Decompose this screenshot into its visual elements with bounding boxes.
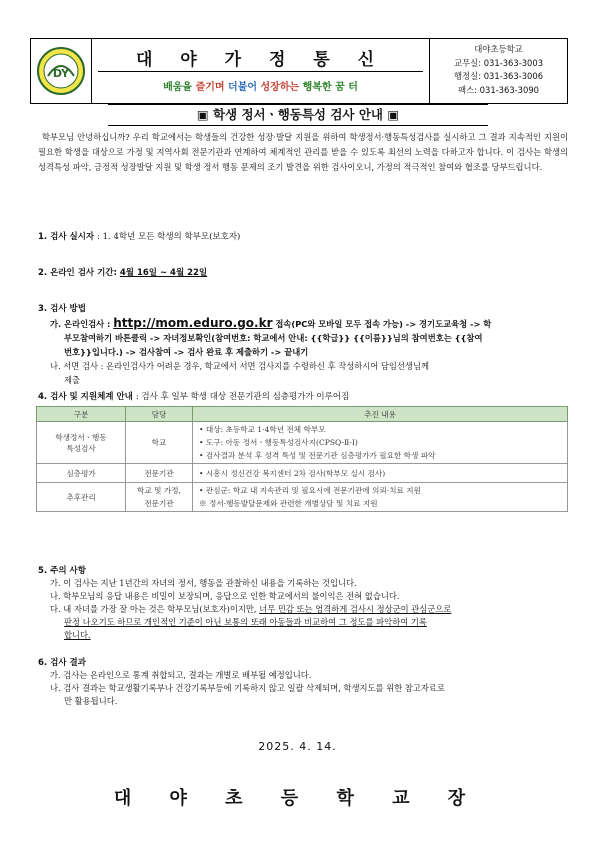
- caution-emphasis: 너무 민감 또는 엄격하게 검사시 정상군이 관심군으로: [259, 604, 452, 614]
- admin-phone: 행정실: 031-363-3006: [453, 71, 544, 81]
- table-header: 담당: [126, 407, 193, 422]
- caution-emphasis: 합니다.: [64, 630, 91, 640]
- slogan-part: 더불어: [228, 82, 261, 93]
- cell-line: 학교 및 가정,: [137, 486, 181, 495]
- fax-number: 팩스: 031-363-3090: [458, 84, 539, 95]
- online-label: 가. 온라인검사 :: [50, 319, 114, 329]
- cell-line: ※ 정서·행동발달문제와 관련한 개별상담 및 치료 지원: [199, 499, 378, 508]
- slogan-part: 행복한 꿈 터: [302, 82, 358, 93]
- result-item: 나. 검사 결과는 학교생활기록부나 건강기록부등에 기록하지 않고 일괄 삭제되며, 학생지도를 위한 참고자료로: [50, 683, 445, 693]
- method-online: [50, 316, 570, 387]
- support-table: [36, 406, 568, 512]
- caution-item: 가. 이 검사는 지난 1년간의 자녀의 정서, 행동을 관찰하신 내용을 기록하는 것입니다.: [50, 578, 357, 588]
- result-list: [50, 669, 570, 708]
- paper-method: 나. 서면 검사 : 온라인검사가 어려운 경우, 학교에서 서면 검사지를 수령하신 후 작성하시어 담임선생님께: [50, 361, 429, 371]
- section-4-text: : 검사 후 일부 학생 대상 전문기관의 심층평가가 이루어짐: [135, 392, 350, 402]
- table-cell: 추후관리: [37, 483, 126, 512]
- online-steps-1: 접속(PC와 모바일 모두 접속 가능) -> 경기도교육청 -> 학: [272, 319, 492, 329]
- logo-text: DY: [52, 67, 70, 80]
- cell-line: • 대상: 초등학교 1·4학년 전체 학부모: [199, 425, 326, 434]
- caution-item: [50, 603, 570, 616]
- table-row: [37, 422, 568, 464]
- online-steps-3: 번호}}입니다.) -> 검사참여 -> 검사 완료 후 제출하기 -> 끝내기: [64, 347, 309, 357]
- cell-line: 특성검사: [66, 443, 96, 453]
- section-4: [38, 390, 349, 402]
- table-row: [37, 483, 568, 512]
- paper-method-2: 제출: [64, 375, 81, 385]
- table-cell: [193, 422, 568, 464]
- cell-line: • 검사결과 분석 후 성격 특성 및 전문기관 심층평가가 필요한 학생 파악: [199, 451, 436, 460]
- table-header-row: [37, 407, 568, 422]
- table-header: 구분: [37, 407, 126, 422]
- slogan-part: 성장하는: [260, 82, 303, 93]
- cell-line: • 관심군: 학교 내 지속관리 및 필요시에 전문기관에 의뢰·치료 지원: [199, 486, 421, 495]
- table-cell: [193, 483, 568, 512]
- table-cell: • 시흥시 정신건강 복지센터 2차 검사(학부모 실시 검사): [193, 464, 568, 483]
- newsletter-title: 대 야 가 정 통 신: [135, 50, 386, 70]
- section-2: [38, 266, 207, 278]
- title-divider: [98, 71, 423, 72]
- table-cell: 학교: [126, 422, 193, 464]
- section-3-title: 3. 검사 방법: [38, 304, 86, 314]
- table-cell: 심층평가: [37, 464, 126, 483]
- table-row: [37, 464, 568, 483]
- school-name-small: 대야초등학교: [474, 44, 523, 54]
- caution-text: 다. 내 자녀를 가장 잘 아는 것은 학부모님(보호자)이지만,: [50, 604, 260, 614]
- table-cell: 전문기관: [126, 464, 193, 483]
- section-5-title: 5. 주의 사항: [38, 566, 86, 576]
- cell-line: 학생정서ㆍ행동: [55, 432, 107, 442]
- table-header: 추진 내용: [193, 407, 568, 422]
- contact-info: [430, 39, 567, 103]
- section-6-title: 6. 검사 결과: [38, 658, 86, 668]
- exam-period: 4월 16일 ~ 4월 22일: [119, 268, 208, 278]
- slogan-part: 즐기며: [195, 82, 229, 93]
- newsletter-header: [30, 38, 568, 104]
- section-1-title: 1. 검사 실시자: [38, 232, 98, 242]
- school-logo: [31, 39, 92, 103]
- document-title: ▣ 학생 정서ㆍ행동특성 검사 안내 ▣: [108, 104, 488, 126]
- title-block: [92, 39, 430, 103]
- section-2-title: 2. 온라인 검사 기간:: [38, 268, 120, 278]
- caution-item: 나. 학부모님의 응답 내용은 비밀이 보장되며, 응답으로 인한 학교에서의 불이익은 전혀 없습니다.: [50, 591, 400, 601]
- online-steps-2: 부모참여하기 바튼클릭 -> 자녀정보확인(참여번호: 학교에서 안내: {{학급}} {{이름}}님의 참여번호는 {{참여: [64, 333, 483, 343]
- intro-paragraph: 학부모님 안녕하십니까? 우리 학교에서는 학생들의 건강한 성장·발달 지원을 위하여 학생정서·행동특성검사를 실시하고 그 결과 지속적인 지원이 필요한 학생을 대상으로 가정 및 지역사회 전문기관과 연계하여 체계적인 관리를 받을 수 있도록 최선의 노력을 다하고자 합니다. 이 검사는 학생의 성격특성 파악, 긍정적 성장발달 지원 및 학생 정서 행동 문제의 조기 발견을 위한 검사이오니, 가정의 적극적인 참여와 협조를 당부드립니다.: [38, 132, 568, 172]
- logo-icon: [36, 46, 86, 96]
- section-4-title: 4. 검사 및 지원체계 안내: [38, 392, 136, 402]
- school-slogan: [92, 78, 429, 93]
- cell-line: • 도구: 아동 정서ㆍ행동특성검사지(CPSQ-Ⅱ-Ⅰ): [199, 438, 358, 447]
- section-1: [38, 230, 240, 242]
- principal-signature: 대 야 초 등 학 교 장: [113, 788, 482, 809]
- issue-date: 2025. 4. 14.: [258, 740, 337, 753]
- result-item: 만 활용됩니다.: [64, 696, 118, 706]
- section-1-text: : 1. 4학년 모든 학생의 학부모(보호자): [97, 232, 241, 242]
- table-cell: [37, 422, 126, 464]
- survey-link[interactable]: http://mom.eduro.go.kr: [113, 316, 273, 330]
- cell-line: 전문기관: [144, 499, 174, 508]
- slogan-part: 배움을: [163, 82, 196, 93]
- result-item: 가. 검사는 온라인으로 통계 취합되고, 결과는 개별로 배부될 예정입니다.: [50, 670, 312, 680]
- table-cell: [126, 483, 193, 512]
- caution-emphasis: 판정 나오기도 하므로 개인적인 기준이 아닌 보통의 또래 아동들과 비교하여 그 정도를 파악하여 기록: [64, 617, 427, 627]
- office-phone: 교무실: 031-363-3003: [453, 57, 544, 68]
- caution-list: [50, 577, 570, 642]
